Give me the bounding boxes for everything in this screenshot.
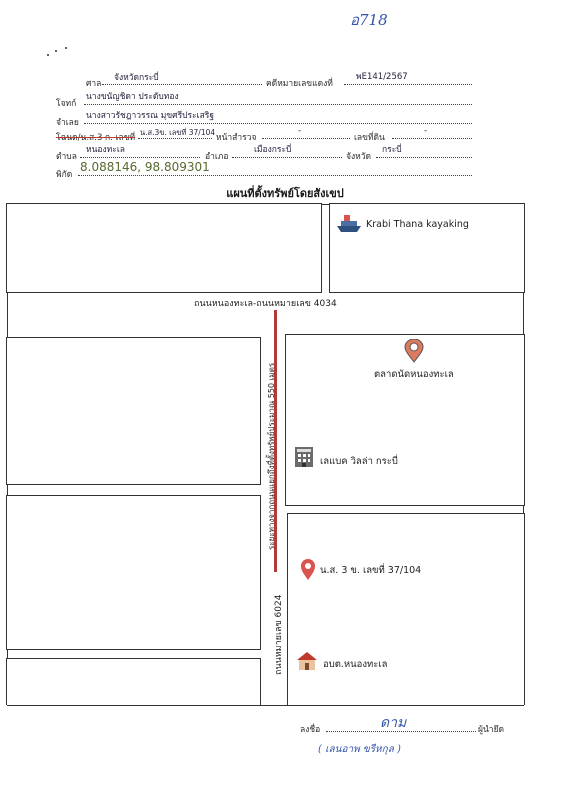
survey-line xyxy=(262,138,350,139)
sign-label: ลงชื่อ xyxy=(300,725,321,735)
scan-specks xyxy=(44,44,74,58)
land-no-label: เลขที่ดิน xyxy=(354,133,385,143)
distance-note: ระยะทางจากถนนแยกถึงที่ตั้งทรัพย์ประมาณ 550 เมตร xyxy=(267,362,276,550)
case-line xyxy=(344,84,472,85)
district-label: อำเภอ xyxy=(205,152,229,162)
role-label: ผู้นำยึด xyxy=(478,725,505,735)
deed-label: โฉนด/น.ส.3 ก. เลขที่ xyxy=(56,133,136,143)
poi-kayak-label: Krabi Thana kayaking xyxy=(366,219,469,230)
case-label: คดีหมายเลขแดงที่ xyxy=(266,79,333,89)
province-line xyxy=(376,157,472,158)
defendant-value: นางสาวรัชฎาวรรณ มุขศรีประเสริฐ xyxy=(86,111,215,121)
defendant-label: จำเลย xyxy=(56,118,79,128)
market-pin-icon xyxy=(404,339,424,367)
survey-label: หน้าสำรวจ xyxy=(216,133,257,143)
hotel-icon xyxy=(293,445,315,473)
court-value: จังหวัดกระบี่ xyxy=(114,73,159,83)
block-mid-left-2 xyxy=(6,495,261,650)
government-office-icon xyxy=(296,651,318,675)
corner-note: อ718 xyxy=(350,11,388,29)
block-bottom-left xyxy=(6,658,261,705)
poi-sao-label: อบต.หนองทะเล xyxy=(323,659,388,670)
block-top-left xyxy=(6,203,322,293)
poi-property-label: น.ส. 3 ข. เลขที่ 37/104 xyxy=(320,565,422,576)
subdistrict-line xyxy=(80,157,200,158)
block-mid-left-1 xyxy=(6,337,261,485)
court-label: ศาล xyxy=(86,79,102,89)
land-no-value: - xyxy=(424,126,428,136)
coords-line xyxy=(78,175,472,176)
ship-icon xyxy=(336,213,362,239)
province-value: กระบี่ xyxy=(382,145,402,155)
signature-name: ( เลนอาพ ขรีหกุล ) xyxy=(318,744,401,755)
coords-value: 8.088146, 98.809301 xyxy=(80,160,210,174)
block-right-2 xyxy=(287,513,525,705)
poi-villa-label: เลแบค วิลล่า กระบี่ xyxy=(320,456,398,467)
plaintiff-line xyxy=(84,104,472,105)
subdistrict-value: หนองทะเล xyxy=(86,145,125,155)
district-value: เมืองกระบี่ xyxy=(254,145,292,155)
plaintiff-value: นางขนัญชิดา ประดับทอง xyxy=(86,92,179,102)
land-no-line xyxy=(392,138,472,139)
map-frame xyxy=(7,204,524,706)
road-vertical-label: ถนนหมายเลข 6024 xyxy=(274,594,284,675)
case-value: พE141/2567 xyxy=(356,72,408,82)
court-line xyxy=(102,84,262,85)
subdistrict-label: ตำบล xyxy=(56,152,77,162)
map-title: แผนที่ตั้งทรัพย์โดยสังเขป xyxy=(226,187,344,200)
coords-label: พิกัด xyxy=(56,170,73,180)
district-line xyxy=(232,157,342,158)
road-horizontal-label: ถนนหนองทะเล-ถนนหมายเลข 4034 xyxy=(194,299,337,309)
survey-value: - xyxy=(298,126,302,136)
location-pin-icon xyxy=(300,559,316,585)
deed-value: น.ส.3ข. เลขที่ 37/104 xyxy=(140,128,216,137)
plaintiff-label: โจทก์ xyxy=(56,99,77,109)
poi-market-label: ตลาดนัดหนองทะเล xyxy=(374,369,454,380)
province-label: จังหวัด xyxy=(346,152,372,162)
defendant-line xyxy=(84,123,472,124)
signature: ดาม xyxy=(380,715,407,731)
